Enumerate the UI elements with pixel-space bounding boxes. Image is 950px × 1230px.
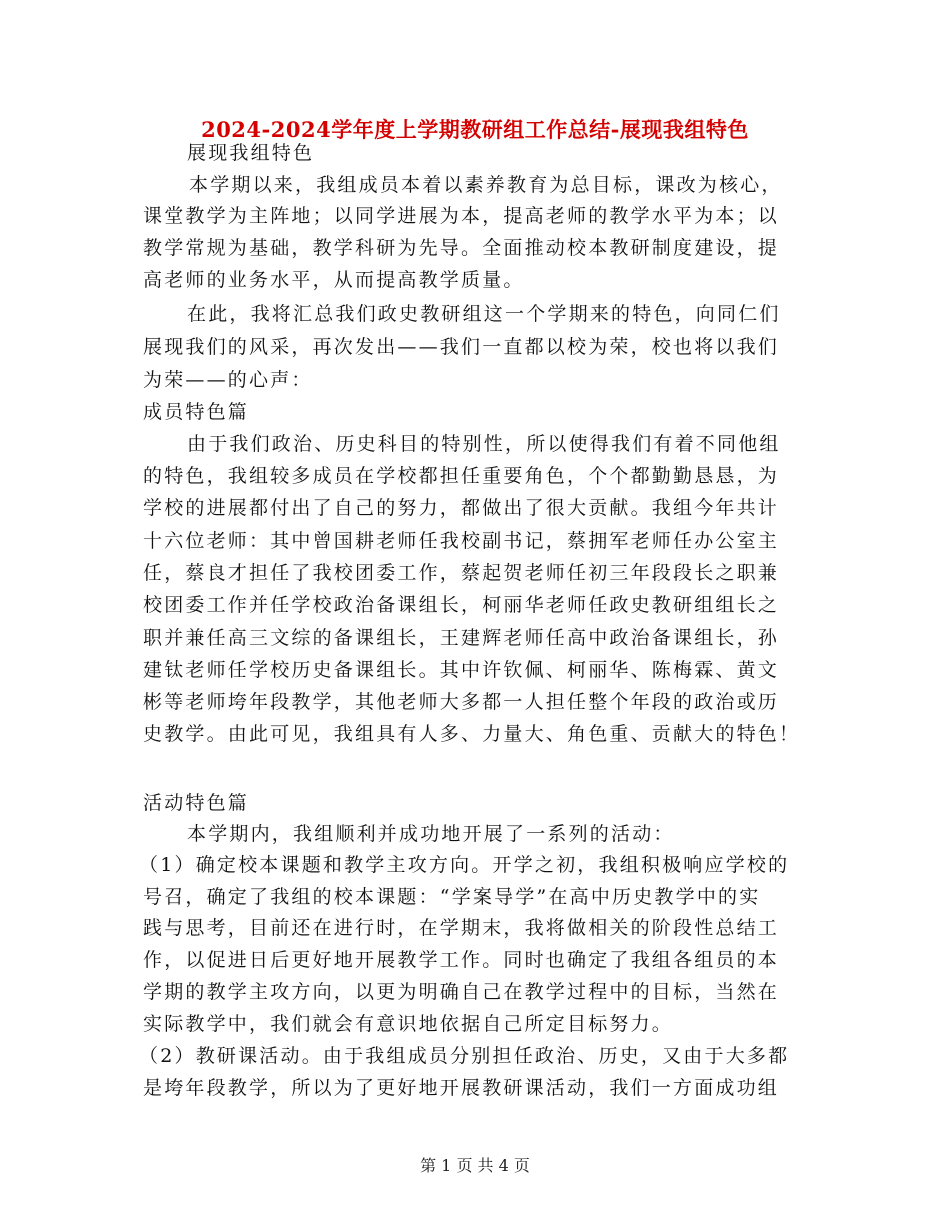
paragraph-line: 是垮年段教学，所以为了更好地开展教研课活动，我们一方面成功组 [143,1077,780,1099]
paragraph-line: 校团委工作并任学校政治备课组长，柯丽华老师任政史教研组组长之 [143,594,780,616]
paragraph-line: 教学常规为基础，教学科研为先导。全面推动校本教研制度建设，提 [143,237,780,259]
paragraph-line: 十六位老师：其中曾国耕老师任我校副书记，蔡拥军老师任办公室主 [143,530,780,552]
paragraph-line: 课堂教学为主阵地；以同学进展为本，提高老师的教学水平为本；以 [143,205,780,227]
paragraph-line: （1）确定校本课题和教学主攻方向。开学之初，我组积极响应学校的 [139,854,790,876]
paragraph-line: 彬等老师垮年段教学，其他老师大多都一人担任整个年段的政治或历 [143,691,780,713]
paragraph-line: 实际教学中，我们就会有意识地依据自己所定目标努力。 [143,1013,674,1035]
paragraph-line: 践与思考，目前还在进行时，在学期末，我将做相关的阶段性总结工 [143,917,780,939]
section-heading: 成员特色篇 [143,401,250,423]
paragraph-line: 作，以促进日后更好地开展教学工作。同时也确定了我组各组员的本 [143,949,780,971]
paragraph-line: 本学期内，我组顺利并成功地开展了一系列的活动： [187,823,675,845]
paragraph-line: 的特色，我组较多成员在学校都担任重要角色，个个都勤勤恳恳，为 [143,465,780,487]
paragraph-line: 建钛老师任学校历史备课组长。其中许钦佩、柯丽华、陈梅霖、黄文 [143,659,780,681]
paragraph-line: 展现我们的风采，再次发出——我们一直都以校为荣，校也将以我们 [143,336,780,358]
document-title: 2024-2024学年度上学期教研组工作总结-展现我组特色 [201,117,749,142]
page-footer: 第 1 页 共 4 页 [420,1156,530,1175]
section-heading: 活动特色篇 [143,792,250,814]
paragraph-line: 任，蔡良才担任了我校团委工作，蔡起贺老师任初三年段段长之职兼 [143,562,780,584]
paragraph-line: 学期的教学主攻方向，以更为明确自己在教学过程中的目标，当然在 [143,981,780,1003]
paragraph-line: 学校的进展都付出了自己的努力，都做出了很大贡献。我组今年共计 [143,497,780,519]
paragraph-line: 由于我们政治、历史科目的特别性，所以使得我们有着不同他组 [187,433,781,455]
paragraph-line: 号召，确定了我组的校本课题：“学案导学”在高中历史教学中的实 [143,886,761,908]
paragraph-line: 职并兼任高三文综的备课组长，王建辉老师任高中政治备课组长，孙 [143,627,780,649]
paragraph-line: 在此，我将汇总我们政史教研组这一个学期来的特色，向同仁们 [187,303,781,325]
paragraph-line: 高老师的业务水平，从而提高教学质量。 [143,269,525,291]
paragraph-line: 本学期以来，我组成员本着以素养教育为总目标，课改为核心， [189,174,783,196]
paragraph-line: 史教学。由此可见，我组具有人多、力量大、角色重、贡献大的特色！ [143,723,801,745]
paragraph-line: 为荣——的心声： [143,369,313,391]
paragraph-line: 展现我组特色 [187,142,315,164]
paragraph-line: （2）教研课活动。由于我组成员分别担任政治、历史，又由于大多都 [139,1045,790,1067]
